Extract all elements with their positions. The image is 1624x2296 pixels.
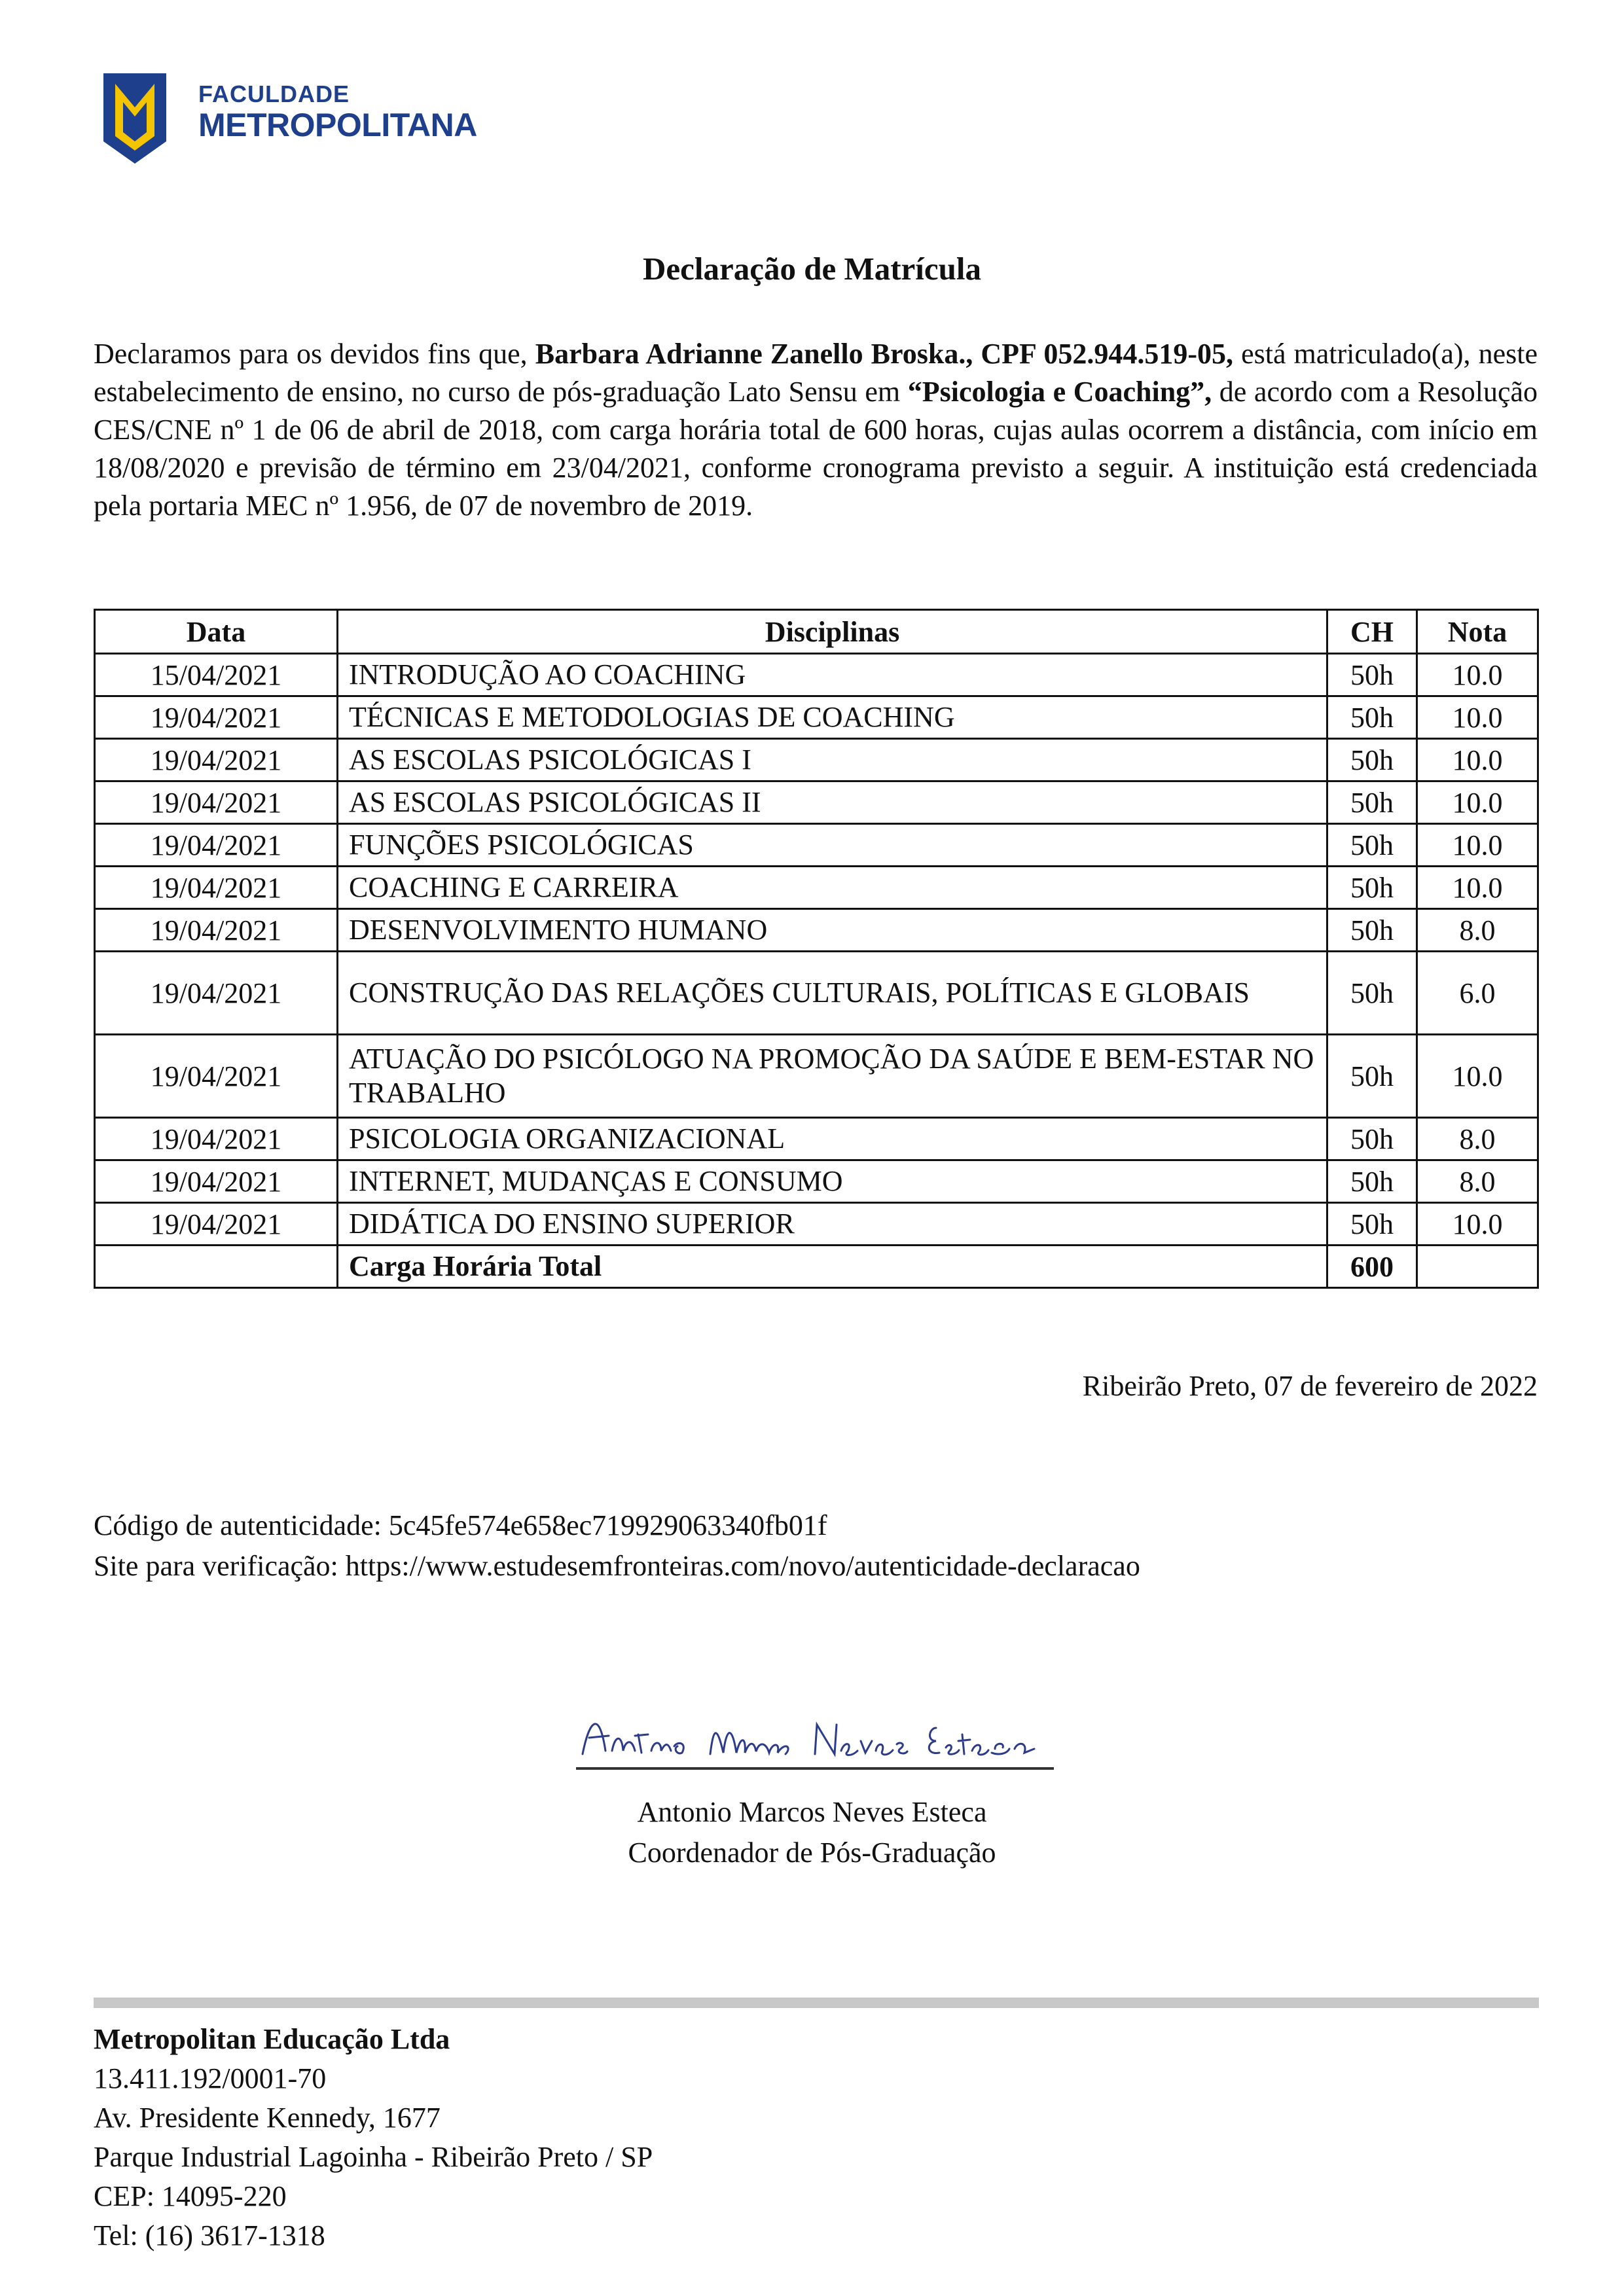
- row-discipline: ATUAÇÃO DO PSICÓLOGO NA PROMOÇÃO DA SAÚDE E BEM-ESTAR NO TRABALHO: [338, 1035, 1327, 1118]
- table-row: [95, 824, 1538, 867]
- row-grade: 10.0: [1417, 1203, 1538, 1246]
- row-ch: 50h: [1327, 1203, 1417, 1246]
- place-and-date: Ribeirão Preto, 07 de fevereiro de 2022: [1082, 1370, 1538, 1402]
- intro-text-2: está matriculado(a), neste estabelecimento de ensino, no curso de pós-graduação Lato Sensu em: [94, 338, 1538, 408]
- table-row: [95, 1118, 1538, 1160]
- row-date: 19/04/2021: [95, 1035, 338, 1118]
- grades-table: [94, 609, 1539, 1289]
- row-discipline: INTERNET, MUDANÇAS E CONSUMO: [338, 1160, 1327, 1203]
- row-grade: 10.0: [1417, 1035, 1538, 1118]
- declaration-paragraph: [94, 335, 1538, 525]
- intro-text-3: de acordo com a Resolução CES/CNE nº 1 de 06 de abril de 2018, com carga horária total de 600 horas, cujas aulas ocorrem a distância, com início em 18/08/2020 e previsão de término em 23/04/2021, conforme cronograma previsto a seguir. A instituição está credenciada pela portaria MEC nº 1.956, de 07 de novembro de 2019.: [94, 376, 1538, 522]
- row-ch: 50h: [1327, 739, 1417, 781]
- footer-phone: Tel: (16) 3617-1318: [94, 2219, 325, 2251]
- row-discipline: AS ESCOLAS PSICOLÓGICAS I: [338, 739, 1327, 781]
- signer-name: Antonio Marcos Neves Esteca: [637, 1796, 987, 1828]
- row-discipline: FUNÇÕES PSICOLÓGICAS: [338, 824, 1327, 867]
- signer-role: Coordenador de Pós-Graduação: [628, 1837, 996, 1869]
- row-grade: 10.0: [1417, 781, 1538, 824]
- row-ch: 50h: [1327, 824, 1417, 867]
- row-ch: 50h: [1327, 952, 1417, 1035]
- table-row: [95, 739, 1538, 781]
- authenticity-code: Código de autenticidade: 5c45fe574e658ec719929063340fb01f: [94, 1509, 827, 1541]
- intro-text-1: Declaramos para os devidos fins que,: [94, 338, 535, 370]
- row-date: 19/04/2021: [95, 909, 338, 952]
- total-label: Carga Horária Total: [338, 1246, 1327, 1288]
- table-row: [95, 952, 1538, 1035]
- verification-site: Site para verificação: https://www.estudesemfronteiras.com/novo/autenticidade-declaracao: [94, 1550, 1140, 1582]
- row-ch: 50h: [1327, 867, 1417, 909]
- logo-shield-icon: [103, 73, 166, 165]
- row-date: 19/04/2021: [95, 952, 338, 1035]
- row-grade: 10.0: [1417, 696, 1538, 739]
- footer-company: Metropolitan Educação Ltda: [94, 2023, 450, 2055]
- footer-address: [94, 2020, 653, 2255]
- header-date: Data: [95, 610, 338, 654]
- row-grade: 8.0: [1417, 1160, 1538, 1203]
- footer-district: Parque Industrial Lagoinha - Ribeirão Preto / SP: [94, 2141, 653, 2173]
- row-discipline: TÉCNICAS E METODOLOGIAS DE COACHING: [338, 696, 1327, 739]
- row-ch: 50h: [1327, 1035, 1417, 1118]
- footer-cnpj: 13.411.192/0001-70: [94, 2062, 327, 2094]
- header-discipline: Disciplinas: [338, 610, 1327, 654]
- authenticity-block: [94, 1505, 1140, 1587]
- table-total-row: [95, 1246, 1538, 1288]
- footer-cep: CEP: 14095-220: [94, 2180, 287, 2212]
- row-date: 19/04/2021: [95, 824, 338, 867]
- row-discipline: INTRODUÇÃO AO COACHING: [338, 654, 1327, 696]
- row-ch: 50h: [1327, 909, 1417, 952]
- course-name: “Psicologia e Coaching”,: [907, 376, 1212, 408]
- row-grade: 10.0: [1417, 739, 1538, 781]
- row-ch: 50h: [1327, 654, 1417, 696]
- row-date: 19/04/2021: [95, 1160, 338, 1203]
- row-discipline: DESENVOLVIMENTO HUMANO: [338, 909, 1327, 952]
- document-title: Declaração de Matrícula: [642, 251, 982, 287]
- row-date: 19/04/2021: [95, 781, 338, 824]
- row-grade: 10.0: [1417, 824, 1538, 867]
- signature-line: [576, 1767, 1054, 1770]
- row-grade: 6.0: [1417, 952, 1538, 1035]
- row-ch: 50h: [1327, 696, 1417, 739]
- table-row: [95, 1035, 1538, 1118]
- row-date: 19/04/2021: [95, 1203, 338, 1246]
- footer-divider: [94, 1998, 1539, 2008]
- row-date: 19/04/2021: [95, 696, 338, 739]
- row-grade: 8.0: [1417, 1118, 1538, 1160]
- handwritten-signature: [569, 1695, 1060, 1774]
- row-discipline: COACHING E CARREIRA: [338, 867, 1327, 909]
- table-row: [95, 654, 1538, 696]
- student-name-cpf: Barbara Adrianne Zanello Broska., CPF 052.944.519-05,: [535, 338, 1234, 370]
- row-date: 19/04/2021: [95, 867, 338, 909]
- row-grade: 8.0: [1417, 909, 1538, 952]
- row-ch: 50h: [1327, 1160, 1417, 1203]
- row-date: 19/04/2021: [95, 1118, 338, 1160]
- row-grade: 10.0: [1417, 867, 1538, 909]
- total-empty-grade: [1417, 1246, 1538, 1288]
- logo-line-faculdade: FACULDADE: [198, 81, 350, 107]
- row-discipline: DIDÁTICA DO ENSINO SUPERIOR: [338, 1203, 1327, 1246]
- row-discipline: PSICOLOGIA ORGANIZACIONAL: [338, 1118, 1327, 1160]
- total-value: 600: [1327, 1246, 1417, 1288]
- row-date: 15/04/2021: [95, 654, 338, 696]
- row-discipline: AS ESCOLAS PSICOLÓGICAS II: [338, 781, 1327, 824]
- logo-line-metropolitana: METROPOLITANA: [198, 107, 477, 143]
- footer-street: Av. Presidente Kennedy, 1677: [94, 2102, 441, 2134]
- row-grade: 10.0: [1417, 654, 1538, 696]
- table-header-row: [95, 610, 1538, 654]
- table-row: [95, 1203, 1538, 1246]
- table-row: [95, 909, 1538, 952]
- header-ch: CH: [1327, 610, 1417, 654]
- header-grade: Nota: [1417, 610, 1538, 654]
- table-row: [95, 781, 1538, 824]
- logo-wordmark: [198, 81, 477, 143]
- table-row: [95, 1160, 1538, 1203]
- table-row: [95, 867, 1538, 909]
- row-discipline: CONSTRUÇÃO DAS RELAÇÕES CULTURAIS, POLÍTICAS E GLOBAIS: [338, 952, 1327, 1035]
- row-ch: 50h: [1327, 1118, 1417, 1160]
- signer-block: [0, 1792, 1624, 1873]
- row-ch: 50h: [1327, 781, 1417, 824]
- faculdade-metropolitana-logo: [103, 73, 522, 165]
- row-date: 19/04/2021: [95, 739, 338, 781]
- total-empty-date: [95, 1246, 338, 1288]
- table-row: [95, 696, 1538, 739]
